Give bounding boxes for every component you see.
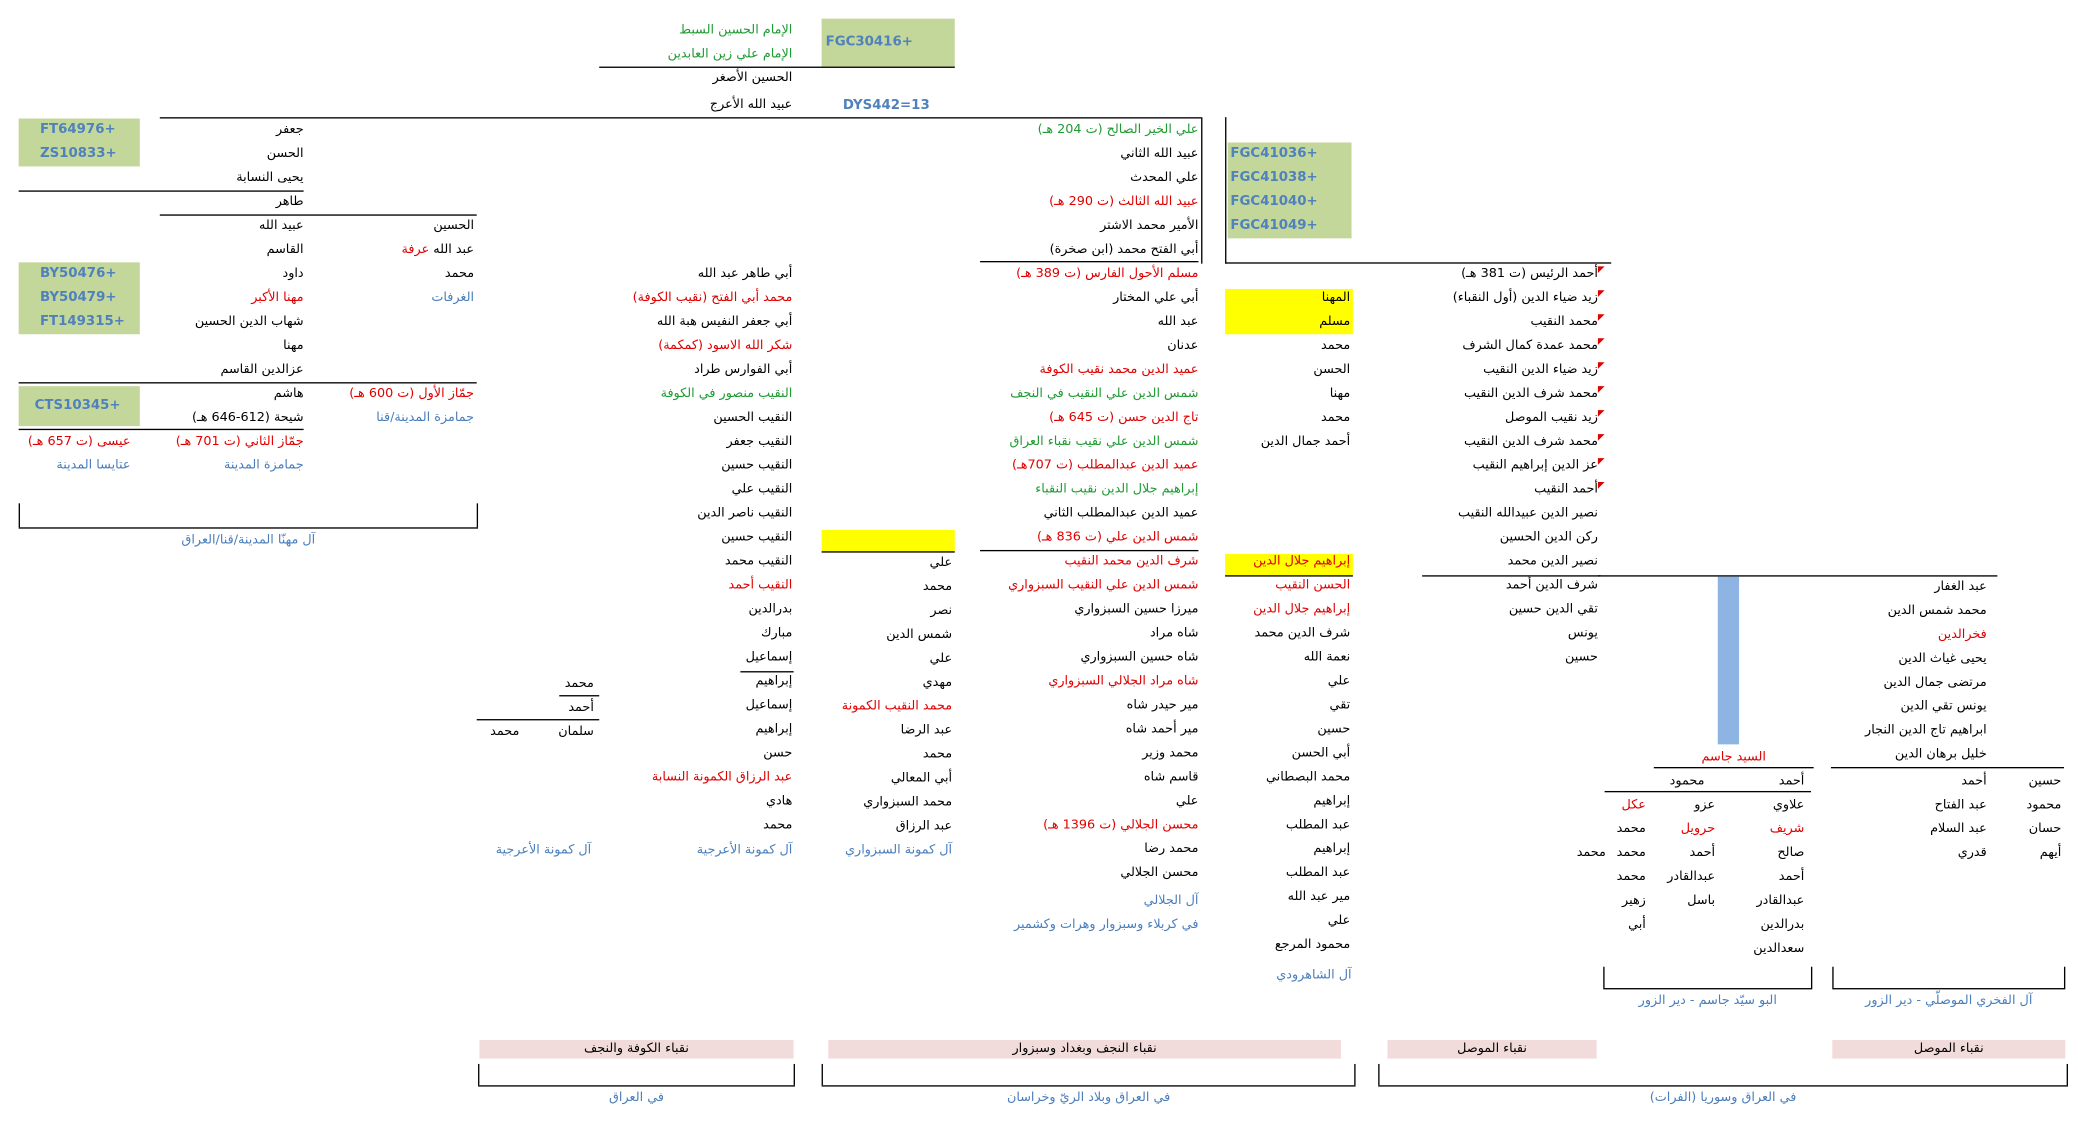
divider [1422, 575, 1600, 576]
name: بدرالدين [748, 601, 793, 617]
name: حسن [763, 745, 793, 761]
name-husayn: الإمام الحسين السبط [679, 22, 793, 38]
code-ft149315: FT149315+ [39, 314, 125, 329]
name: إسماعيل [745, 697, 793, 713]
bracket [1811, 967, 1812, 988]
name: شمس الدين علي النقيب السبزواري [1008, 577, 1199, 593]
name: نصر [930, 603, 953, 618]
comment-marker [1598, 410, 1605, 417]
name: صالح [1777, 845, 1805, 861]
name: محمد [1576, 845, 1606, 861]
name: عميد الدين عبدالمطلب (ت 707هـ) [1012, 458, 1199, 473]
bracket [1603, 967, 1604, 988]
name: علي [929, 555, 953, 570]
name: محمد عمدة كمال الشرف [1462, 338, 1598, 353]
comment-marker [1598, 482, 1605, 489]
name: سلمان [558, 724, 594, 740]
name: زيد نقيب الموصل [1504, 410, 1598, 425]
name: شرف الدين محمد [1254, 625, 1351, 641]
connector-bar [1718, 577, 1739, 745]
name: شمس الدين [886, 627, 953, 642]
name: الحسن النقيب [1275, 577, 1351, 593]
name: عزالدين القاسم [220, 362, 304, 377]
region-label: في العراق وبلاد الريّ وخراسان [1006, 1090, 1171, 1106]
name: محمد البصطاني [1266, 769, 1351, 785]
name: عبد الفتاح [1934, 797, 1987, 813]
name: شمس الدين علي نقيب نقباء العراق [1009, 434, 1199, 449]
name: شاه حسين السبزواري [1080, 649, 1199, 665]
code-by50479: BY50479+ [39, 290, 117, 305]
name: زهير [1622, 893, 1646, 909]
name: محسن الجلالي (ت 1396 هـ) [1043, 817, 1199, 833]
code-ft64976: FT64976+ [39, 122, 116, 138]
name: عبد المطلب [1285, 865, 1351, 881]
name: المهنا [1321, 290, 1351, 305]
name: عدنان [1167, 338, 1199, 353]
name: عبد الغفار [1934, 579, 1987, 594]
name: أبي [1628, 917, 1646, 933]
name: أبي طاهر عبد الله [697, 266, 793, 281]
name: عبد الرزاق الكمونة النسابة [651, 769, 793, 785]
name: زيد ضياء الدين (أول النقباء) [1452, 290, 1598, 305]
code-fgc41049: FGC41049+ [1230, 218, 1318, 234]
name: محمد النقيب الكمونة [841, 699, 953, 714]
region-label: في العراق وسوريا (الفرات) [1649, 1090, 1797, 1106]
code-dys442: DYS442=13 [842, 98, 930, 114]
bracket [1378, 1064, 1379, 1085]
name: جمّاز الثاني (ت 701 هـ) [175, 434, 304, 449]
name: عبد السلام [1930, 821, 1987, 837]
divider [980, 550, 1198, 551]
name: محمد [922, 747, 953, 762]
divider [740, 671, 793, 672]
name: نعمة الله [1303, 649, 1351, 665]
name: إبراهيم جلال الدين نقيب النقباء [1035, 482, 1199, 497]
comment-marker [1598, 266, 1605, 273]
bracket [477, 503, 478, 527]
name: أحمد [568, 700, 594, 716]
name: عبد الله [433, 242, 475, 257]
name: أحمد [1689, 845, 1716, 861]
name: عميد الدين محمد نقيب الكوفة [1039, 362, 1199, 377]
name: أحمد النقيب [1534, 482, 1598, 497]
name: الحسين [433, 218, 475, 234]
name: تقي [1329, 697, 1351, 713]
name: أحمد [1961, 773, 1987, 789]
name: محمد [490, 724, 520, 740]
name: إبراهيم [1313, 841, 1351, 857]
code-cts10345: CTS10345+ [34, 398, 121, 413]
family-footer: آل كمونة السبزواري [845, 842, 953, 858]
family-label: عتايسا المدينة [56, 458, 131, 473]
name: جمّاز الأول (ت 600 هـ) [349, 386, 475, 401]
comment-marker [1598, 362, 1605, 369]
connector-line [1225, 117, 1226, 263]
name: شاه مراد الجلالي السبزواري [1048, 673, 1199, 689]
family-footer: آل الجلالي [1143, 893, 1199, 909]
name: مبارك [761, 625, 793, 641]
name: فخرالدين [1937, 627, 1987, 642]
name: محمد رضا [1144, 841, 1199, 857]
bracket [19, 503, 20, 527]
name: شكر الله الاسود (كمكمة) [658, 338, 793, 353]
comment-marker [1598, 338, 1605, 345]
divider [1831, 767, 2064, 768]
name: محمد [1321, 338, 1351, 353]
name: محمد وزير [1142, 745, 1199, 761]
name: عبيد الله الثالث (ت 290 هـ) [1049, 194, 1199, 210]
name: مهنا الأكبر [251, 290, 304, 305]
name: مهنا [283, 338, 304, 353]
comment-marker [1598, 386, 1605, 393]
family-footer: آل كمونة الأعرجية [696, 842, 793, 858]
name: عميد الدين عبدالمطلب الثاني [1043, 506, 1199, 521]
code-fgc41040: FGC41040+ [1230, 194, 1318, 210]
bracket [2064, 967, 2065, 988]
divider [19, 429, 304, 430]
bracket [1354, 1064, 1355, 1085]
divider [599, 67, 955, 68]
name: حسين [1565, 649, 1598, 665]
name: باسل [1687, 893, 1716, 909]
name: محمد شرف الدين النقيب [1463, 386, 1598, 401]
bracket [19, 527, 478, 528]
bracket [478, 1064, 479, 1085]
name: محمود المرجع [1274, 937, 1351, 953]
name: حسين [1317, 721, 1351, 737]
name: سعدالدين [1753, 941, 1805, 957]
band-mosul: نقباء الموصل [1388, 1040, 1597, 1059]
name: أحمد جمال الدين [1260, 434, 1351, 449]
name-zain: الإمام علي زين العابدين [667, 46, 793, 62]
family-label: جمامزة المدينة [223, 458, 304, 473]
name: أبي الفتح محمد (ابن صخرة) [1049, 242, 1199, 257]
family-footer: آل الفخري الموصلّي - دير الزور [1865, 993, 2033, 1009]
name: زيد ضياء الدين النقيب [1483, 362, 1598, 377]
name: قاسم شاه [1143, 769, 1199, 785]
name: مهنا [1329, 386, 1351, 401]
divider [980, 261, 1198, 262]
name: محمد شرف الدين النقيب [1463, 434, 1598, 449]
name: محمود [1669, 773, 1705, 789]
name: إبراهيم جلال الدين [1253, 553, 1351, 569]
name: النقيب علي [731, 482, 793, 497]
name: مسلم [1319, 314, 1351, 329]
divider [19, 190, 304, 191]
name: محمد [1616, 821, 1646, 837]
name: عبد الرضا [900, 723, 953, 738]
name: تقي الدين حسين [1508, 601, 1598, 617]
name: مير حيدر شاه [1126, 697, 1199, 713]
name: ميرزا حسين السبزواري [1074, 601, 1199, 617]
name: شمس الدين علي (ت 836 هـ) [1036, 529, 1199, 545]
name: عرفة [401, 242, 430, 257]
band-mosul: نقباء الموصل [1832, 1040, 2065, 1059]
name: عيسى (ت 657 هـ) [27, 434, 131, 449]
name: محمد [763, 817, 793, 833]
name: أبي جعفر النفيس هبة الله [656, 314, 793, 329]
name: النقيب الحسين [713, 410, 793, 425]
name: هاشم [273, 386, 304, 401]
name: شرف الدين أحمد [1505, 577, 1598, 593]
name: ابراهيم تاج الدين النجار [1865, 723, 1987, 738]
family-label: جمامزة المدينة/قنا [376, 410, 475, 425]
name: عبدالقادر [1756, 893, 1805, 909]
bracket [1832, 967, 1833, 988]
name: يحيى النسابة [236, 170, 304, 186]
name: قدري [1957, 845, 1987, 861]
name: هادي [765, 793, 793, 809]
name-abdallah-arafa [320, 241, 474, 260]
divider [477, 719, 600, 720]
name: عبد المطلب [1285, 817, 1351, 833]
name: عبد الرزاق [895, 818, 953, 834]
region-label: في العراق [609, 1090, 664, 1106]
name: إبراهيم جلال الدين [1253, 601, 1351, 617]
name: شمس الدين علي النقيب في النجف [1010, 386, 1199, 401]
name: النقيب حسين [721, 529, 793, 545]
name: داود [282, 266, 304, 281]
name: أبي علي المختار [1113, 290, 1199, 305]
family-footer: في كربلاء وسبزوار وهرات وكشمير [1013, 917, 1199, 933]
code-fgc41038: FGC41038+ [1230, 170, 1318, 186]
name: محمود [2026, 797, 2062, 813]
name: مهدي [922, 675, 953, 690]
name: أبي المعالي [890, 770, 953, 786]
name: محمد [444, 266, 475, 281]
name: علي [929, 651, 953, 666]
name: عزو [1694, 797, 1716, 813]
name: عبيد الله الثاني [1120, 146, 1199, 162]
name: شاه مراد [1149, 625, 1199, 641]
connector-line [1201, 117, 1202, 263]
name: إبراهيم [755, 721, 793, 737]
name: يونس [1567, 625, 1598, 641]
bracket [822, 1085, 1356, 1086]
name: النقيب حسين [721, 458, 793, 473]
name: بدرالدين [1760, 917, 1805, 933]
name: ركن الدين الحسين [1499, 529, 1598, 545]
bracket [1832, 988, 2065, 989]
name: محمد [1616, 845, 1646, 861]
name: أبي الحسن [1291, 745, 1351, 761]
family-footer: البو سيّد جاسم - دير الزور [1638, 993, 1777, 1009]
name-husayn-asghar: الحسين الأصغر [712, 70, 793, 86]
bracket [1378, 1085, 2068, 1086]
divider [1598, 575, 1997, 576]
name: حرويل [1680, 821, 1716, 837]
comment-marker [1598, 290, 1605, 297]
name: علي المحدث [1130, 170, 1199, 186]
name: القاسم [266, 242, 304, 257]
divider [19, 382, 477, 383]
name: علي [1327, 913, 1351, 929]
name: يونس تقي الدين [1900, 699, 1987, 714]
name: أيهم [2039, 845, 2062, 861]
name: حسين [2028, 773, 2062, 789]
family-label: الغرفات [431, 290, 475, 305]
code-fgc41036: FGC41036+ [1230, 146, 1318, 162]
name: علي [1327, 673, 1351, 689]
name: نصير الدين عبيدالله النقيب [1458, 506, 1598, 521]
name: علاوي [1772, 797, 1805, 813]
name: شهاب الدين الحسين [194, 314, 304, 329]
divider [559, 695, 599, 696]
divider [1654, 767, 1814, 768]
name: حسان [2028, 821, 2062, 837]
bracket [794, 1064, 795, 1085]
connector-line [160, 117, 1201, 118]
name: عبدالقادر [1667, 869, 1716, 885]
name: مير أحمد شاه [1125, 721, 1199, 737]
name: محمد [1616, 869, 1646, 885]
name: الحسن [1313, 362, 1351, 377]
divider [1225, 262, 1611, 263]
name: علي الخير الصالح (ت 204 هـ) [1037, 122, 1199, 138]
name: إبراهيم [1313, 793, 1351, 809]
name: شرف الدين محمد النقيب [1064, 553, 1199, 569]
name: مير عبد الله [1287, 889, 1351, 905]
name: محمد شمس الدين [1887, 603, 1987, 618]
name: محمد [1321, 410, 1351, 425]
name: مسلم الأحول الفارس (ت 389 هـ) [1016, 266, 1199, 281]
comment-marker [1598, 434, 1605, 441]
name: تاج الدين حسن (ت 645 هـ) [1049, 410, 1199, 425]
name-jasim: السيد جاسم [1701, 749, 1766, 765]
name: النقيب ناصر الدين [697, 506, 793, 521]
name: أحمد الرئيس (ت 381 هـ) [1461, 266, 1598, 281]
name: أبي الفوارس طراد [694, 362, 793, 377]
name: أحمد [1778, 869, 1805, 885]
name: محمد النقيب [1530, 314, 1598, 329]
name: أحمد [1778, 773, 1805, 789]
name: عز الدين إبراهيم النقيب [1472, 458, 1598, 473]
name: يحيى غياث الدين [1898, 651, 1987, 666]
name: إسماعيل [745, 649, 793, 665]
band-kufa-najaf: نقباء الكوفة والنجف [479, 1040, 793, 1059]
name: النقيب محمد [724, 553, 793, 569]
name: طاهر [275, 194, 304, 210]
name: عبيد الله [258, 218, 304, 234]
band-najaf-baghdad: نقباء النجف وبغداد وسبزوار [828, 1040, 1341, 1059]
name: شيحة (612-646 هـ) [191, 410, 304, 425]
family-footer: آل الشاهرودي [1276, 968, 1352, 983]
divider [160, 214, 477, 215]
name: النقيب منصور في الكوفة [660, 386, 793, 401]
code-zs10833: ZS10833+ [39, 146, 117, 162]
code-by50476: BY50476+ [39, 266, 117, 281]
bracket [822, 1064, 823, 1085]
name: مرتضى جمال الدين [1883, 675, 1987, 690]
name: الأمير محمد الاشتر [1100, 218, 1199, 234]
name: عبد الله [1157, 314, 1199, 329]
comment-marker [1598, 314, 1605, 321]
name: محمد [922, 579, 953, 594]
name: محمد السبزواري [863, 794, 953, 810]
code-fgc30416: FGC30416+ [825, 34, 913, 50]
bracket [2067, 1064, 2068, 1085]
name: علي [1175, 793, 1199, 809]
name-ubaydullah: عبيد الله الأعرج [709, 97, 793, 112]
family-footer: آل مهنّا المدينة/قنا/العراق [181, 532, 316, 548]
name: شريف [1769, 821, 1805, 837]
name: الحسن [266, 146, 304, 162]
divider [1605, 791, 1811, 792]
name: نصير الدين محمد [1507, 553, 1598, 569]
name: عكل [1621, 797, 1646, 813]
name: محسن الجلالي [1120, 865, 1199, 881]
name: جعفر [276, 122, 304, 138]
family-footer: آل كمونة الأعرجية [495, 842, 592, 858]
name: خليل برهان الدين [1894, 747, 1987, 762]
name: محمد أبي الفتح (نقيب الكوفة) [632, 290, 793, 305]
name: النقيب جعفر [726, 434, 793, 449]
name: محمد [564, 676, 594, 692]
name: النقيب أحمد [728, 577, 793, 593]
bracket [1603, 988, 1812, 989]
bracket [478, 1085, 795, 1086]
comment-marker [1598, 458, 1605, 465]
name: إبراهيم [755, 673, 793, 689]
